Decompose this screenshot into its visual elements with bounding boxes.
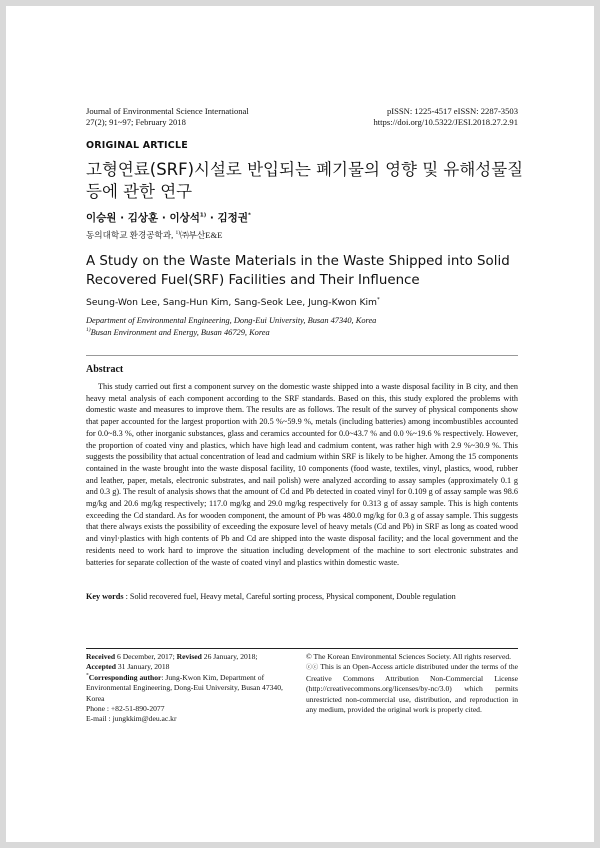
journal-volume-info: 27(2); 91~97; February 2018 (86, 117, 186, 127)
english-title (86, 252, 536, 290)
english-authors (86, 297, 380, 308)
license-text: This is an Open-Access article distributed under the terms of the Creative Commons Attribution Non-Commercial License (http://creativecommons.org/licenses/by-nc/3.0) which permits unrestricted non-commercial use, distribution, and reproduction in any medium, provided the original work is properly cited. (306, 662, 518, 715)
korean-affiliation-sup: 1) (175, 230, 181, 237)
journal-issn: pISSN: 1225-4517 eISSN: 2287-3503 (386, 106, 518, 116)
abstract-top-rule (86, 355, 518, 356)
revised-label: Revised (176, 652, 202, 661)
corr-text: : Jung-Kwon Kim, Department of Environmental Engineering, Dong-Eui University, Busan 47340, Korea (86, 672, 283, 703)
english-affiliation-2 (86, 327, 526, 339)
korean-corresponding-mark: * (247, 212, 251, 219)
journal-doi[interactable]: https://doi.org/10.5322/JESI.2018.27.2.91 (373, 117, 518, 127)
english-title-line2: Recovered Fuel(SRF) Facilities and Their Influence (86, 273, 420, 288)
journal-header-right (302, 106, 518, 128)
korean-affiliation (86, 229, 222, 241)
corr-label: Corresponding author (88, 672, 162, 682)
received-label: Received (86, 652, 116, 661)
english-affiliation-2-sup: 1) (86, 327, 91, 334)
keywords (86, 592, 518, 601)
korean-authors-main: 이승원 · 김상훈 · 이상석 (86, 212, 200, 224)
dates-line-1 (86, 652, 298, 662)
abstract-heading: Abstract (86, 364, 124, 375)
copyright: © The Korean Environmental Sciences Society. All rights reserved. (306, 652, 512, 661)
english-affiliations (86, 315, 526, 339)
korean-title (86, 159, 526, 203)
license-block (306, 662, 518, 715)
journal-header-left (86, 106, 326, 128)
abstract-text: This study carried out first a component survey on the domestic waste shipped into a waste disposal facility in B city, and then heavy metal analysis of each component according to the SRF standards. Based on this, this study explored the problems with domestic waste and measures to improve them. The results are as follows. The result of the survey of physical components show that paper accounted for the largest proportion with 20.5 %~59.9 %, metals (including batteries) among incombustibles accounted for 0.0~8.3 %, other inorganic substances, glass and ceramics accounted for 0.0~43.7 % and 0.0 %~19.6 % respectively. However, the proportion of coated viny and plastics, which have high lead and cadmium content, was rather high with 2.9 %~30.9 %. This suggests the possibility that actual concentration of lead and cadmium within SRF is likely to be higher. Among the 15 components contained in the waste brought into the waste disposal facility, 10 components (food waste, textiles, vinyl, plastics, wood, rubber and leather, paper, metals, electronic substrates, and nail polish) were analyzed according to assay samples (approximately 0.1 g and 0.3 g). The result of analysis shows that the amount of Cd and Pb detected in coated vinyl for 0.109 g of assay sample was 98.6 mg/kg and 20.6 mg/kg respectively; 117.0 mg/kg and 29.0 mg/kg respectively for 0.313 g of assay sample. This is high contents exceeding the Cd standard. As for wooden component, the amount of Pb was 480.0 mg/kg for 0.3 g of assay sample. This suggests that there always exists the possibility of exceeding the exposure level of heavy metals (Cd and Pb) in SRF as long as coated wood and vinyl·plastics with high contents of Pb and Cd are shipped into the waste disposal facility; and the local government and the residents need to work hard to improve the situation including development of the machine to sort electronic substrates and batteries for separate collection of the waste of coated vinyl and plastics within domestic waste. (86, 382, 518, 567)
english-authors-names: Seung-Won Lee, Sang-Hun Kim, Sang-Seok Lee, Jung-Kwon Kim (86, 297, 378, 308)
english-title-line1: A Study on the Waste Materials in the Waste Shipped into Solid (86, 254, 510, 269)
cc-license-icon: ⓒⓒ (306, 665, 319, 672)
revised-date: 26 January, 2018; (201, 652, 258, 661)
english-affiliation-1: Department of Environmental Engineering, Dong-Eui University, Busan 47340, Korea (86, 316, 377, 325)
email[interactable]: E-mail : jungkkim@deu.ac.kr (86, 714, 177, 724)
korean-authors (86, 210, 251, 225)
korean-author-sup: 1) (199, 212, 207, 219)
english-corresponding-mark: * (377, 296, 380, 303)
dates-line-2 (86, 662, 298, 672)
article-type: ORIGINAL ARTICLE (86, 140, 188, 151)
corresponding-author (86, 673, 298, 704)
journal-name: Journal of Environmental Science International (86, 106, 249, 116)
korean-affiliation-rest: ㈜부산E&E (180, 230, 223, 240)
accepted-label: Accepted (86, 662, 116, 672)
keywords-text: : Solid recovered fuel, Heavy metal, Careful sorting process, Physical component, Double regulation (123, 592, 456, 601)
phone: Phone : +82-51-890-2077 (86, 704, 165, 714)
footer-rule (86, 648, 518, 649)
keywords-label: Key words (86, 592, 124, 601)
korean-title-line1: 고형연료(SRF)시설로 반입되는 폐기물의 영향 및 유해성물질 (86, 160, 524, 179)
accepted-date: 31 January, 2018 (115, 662, 170, 672)
corr-mark: * (86, 672, 89, 679)
korean-authors-last: · 김정권 (206, 212, 248, 224)
footer-left (86, 652, 298, 725)
received-date: 6 December, 2017; (115, 652, 177, 661)
footer-right (306, 652, 518, 715)
english-affiliation-2-text: Busan Environment and Energy, Busan 46729, Korea (90, 328, 270, 337)
korean-affiliation-main: 동의대학교 환경공학과, (86, 230, 176, 240)
paper-page (6, 6, 594, 842)
korean-title-line2: 등에 관한 연구 (86, 182, 193, 201)
